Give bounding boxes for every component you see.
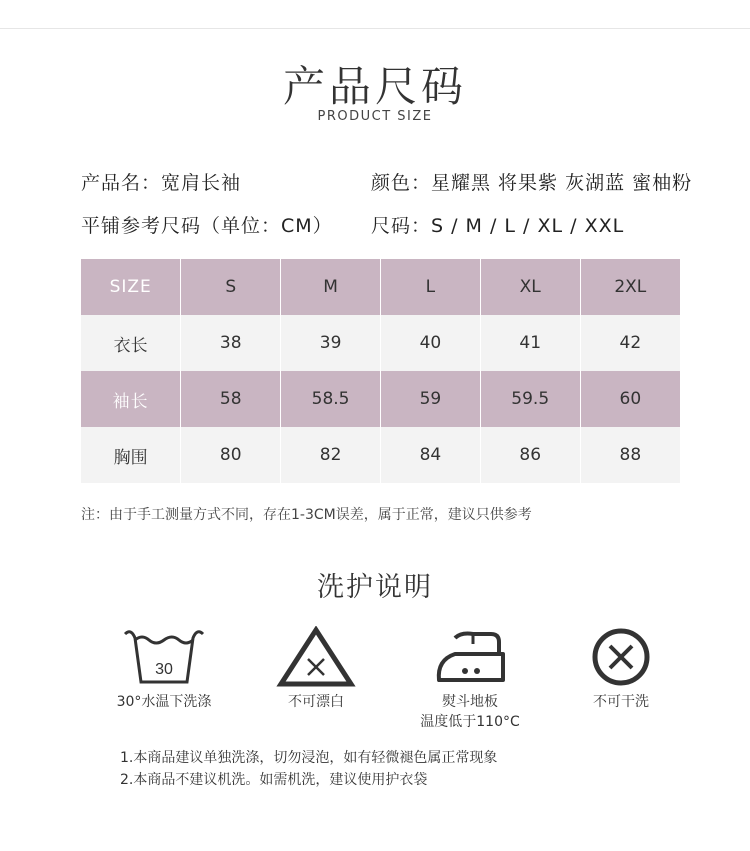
care-item-no-dry-clean bbox=[541, 626, 701, 712]
instruction-line: 1.本商品建议单独洗涤，切勿浸泡，如有轻微褪色属正常现象 bbox=[120, 750, 498, 766]
table-header-cell: M bbox=[281, 259, 381, 315]
table-row-label: 袖长 bbox=[81, 371, 181, 427]
no-bleach-icon bbox=[271, 626, 361, 688]
care-label: 30°水温下洗涤 bbox=[116, 694, 212, 710]
instruction-line: 2.本商品不建议机洗。如需机洗，建议使用护衣袋 bbox=[120, 772, 428, 788]
care-item-iron bbox=[390, 626, 550, 732]
top-divider bbox=[0, 28, 750, 29]
measurement-note: 注：由于手工测量方式不同，存在1-3CM误差，属于正常，建议只供参考 bbox=[81, 507, 532, 523]
product-name: 产品名：宽肩长袖 bbox=[81, 172, 242, 194]
page-subtitle: PRODUCT SIZE bbox=[317, 109, 433, 124]
size-table bbox=[81, 259, 680, 483]
table-cell: 42 bbox=[580, 315, 680, 371]
table-cell: 38 bbox=[181, 315, 281, 371]
table-cell: 40 bbox=[380, 315, 480, 371]
table-header-cell: 2XL bbox=[580, 259, 680, 315]
available-sizes: 尺码：S / M / L / XL / XXL bbox=[371, 215, 625, 237]
table-row bbox=[81, 427, 680, 483]
table-header-row bbox=[81, 259, 680, 315]
product-colors: 颜色：星耀黑 将果紫 灰湖蓝 蜜柚粉 bbox=[371, 172, 693, 194]
no-dry-clean-icon bbox=[576, 626, 666, 688]
table-row-label: 衣长 bbox=[81, 315, 181, 371]
table-cell: 59.5 bbox=[480, 371, 580, 427]
table-row-label: 胸围 bbox=[81, 427, 181, 483]
table-header-cell: SIZE bbox=[81, 259, 181, 315]
care-label: 熨斗地板 bbox=[442, 694, 498, 710]
table-cell: 84 bbox=[380, 427, 480, 483]
table-cell: 88 bbox=[580, 427, 680, 483]
table-cell: 59 bbox=[380, 371, 480, 427]
wash-30-icon bbox=[119, 626, 209, 688]
table-cell: 80 bbox=[181, 427, 281, 483]
table-header-cell: S bbox=[181, 259, 281, 315]
table-cell: 82 bbox=[281, 427, 381, 483]
table-cell: 41 bbox=[480, 315, 580, 371]
care-label-sub: 温度低于110°C bbox=[420, 714, 520, 730]
flat-measure-unit: 平铺参考尺码（单位：CM） bbox=[81, 215, 333, 237]
table-header-cell: XL bbox=[480, 259, 580, 315]
wash-temp-text: 30 bbox=[155, 661, 173, 678]
page-title: 产品尺码 bbox=[282, 62, 467, 111]
table-row bbox=[81, 371, 680, 427]
table-cell: 39 bbox=[281, 315, 381, 371]
table-cell: 86 bbox=[480, 427, 580, 483]
care-item-wash bbox=[84, 626, 244, 712]
table-cell: 60 bbox=[580, 371, 680, 427]
care-item-no-bleach bbox=[236, 626, 396, 712]
care-label: 不可干洗 bbox=[593, 694, 649, 710]
iron-icon bbox=[425, 626, 515, 688]
table-header-cell: L bbox=[380, 259, 480, 315]
care-label: 不可漂白 bbox=[288, 694, 344, 710]
care-title: 洗护说明 bbox=[317, 572, 433, 603]
table-cell: 58 bbox=[181, 371, 281, 427]
care-instructions bbox=[120, 747, 497, 791]
table-row bbox=[81, 315, 680, 371]
table-cell: 58.5 bbox=[281, 371, 381, 427]
